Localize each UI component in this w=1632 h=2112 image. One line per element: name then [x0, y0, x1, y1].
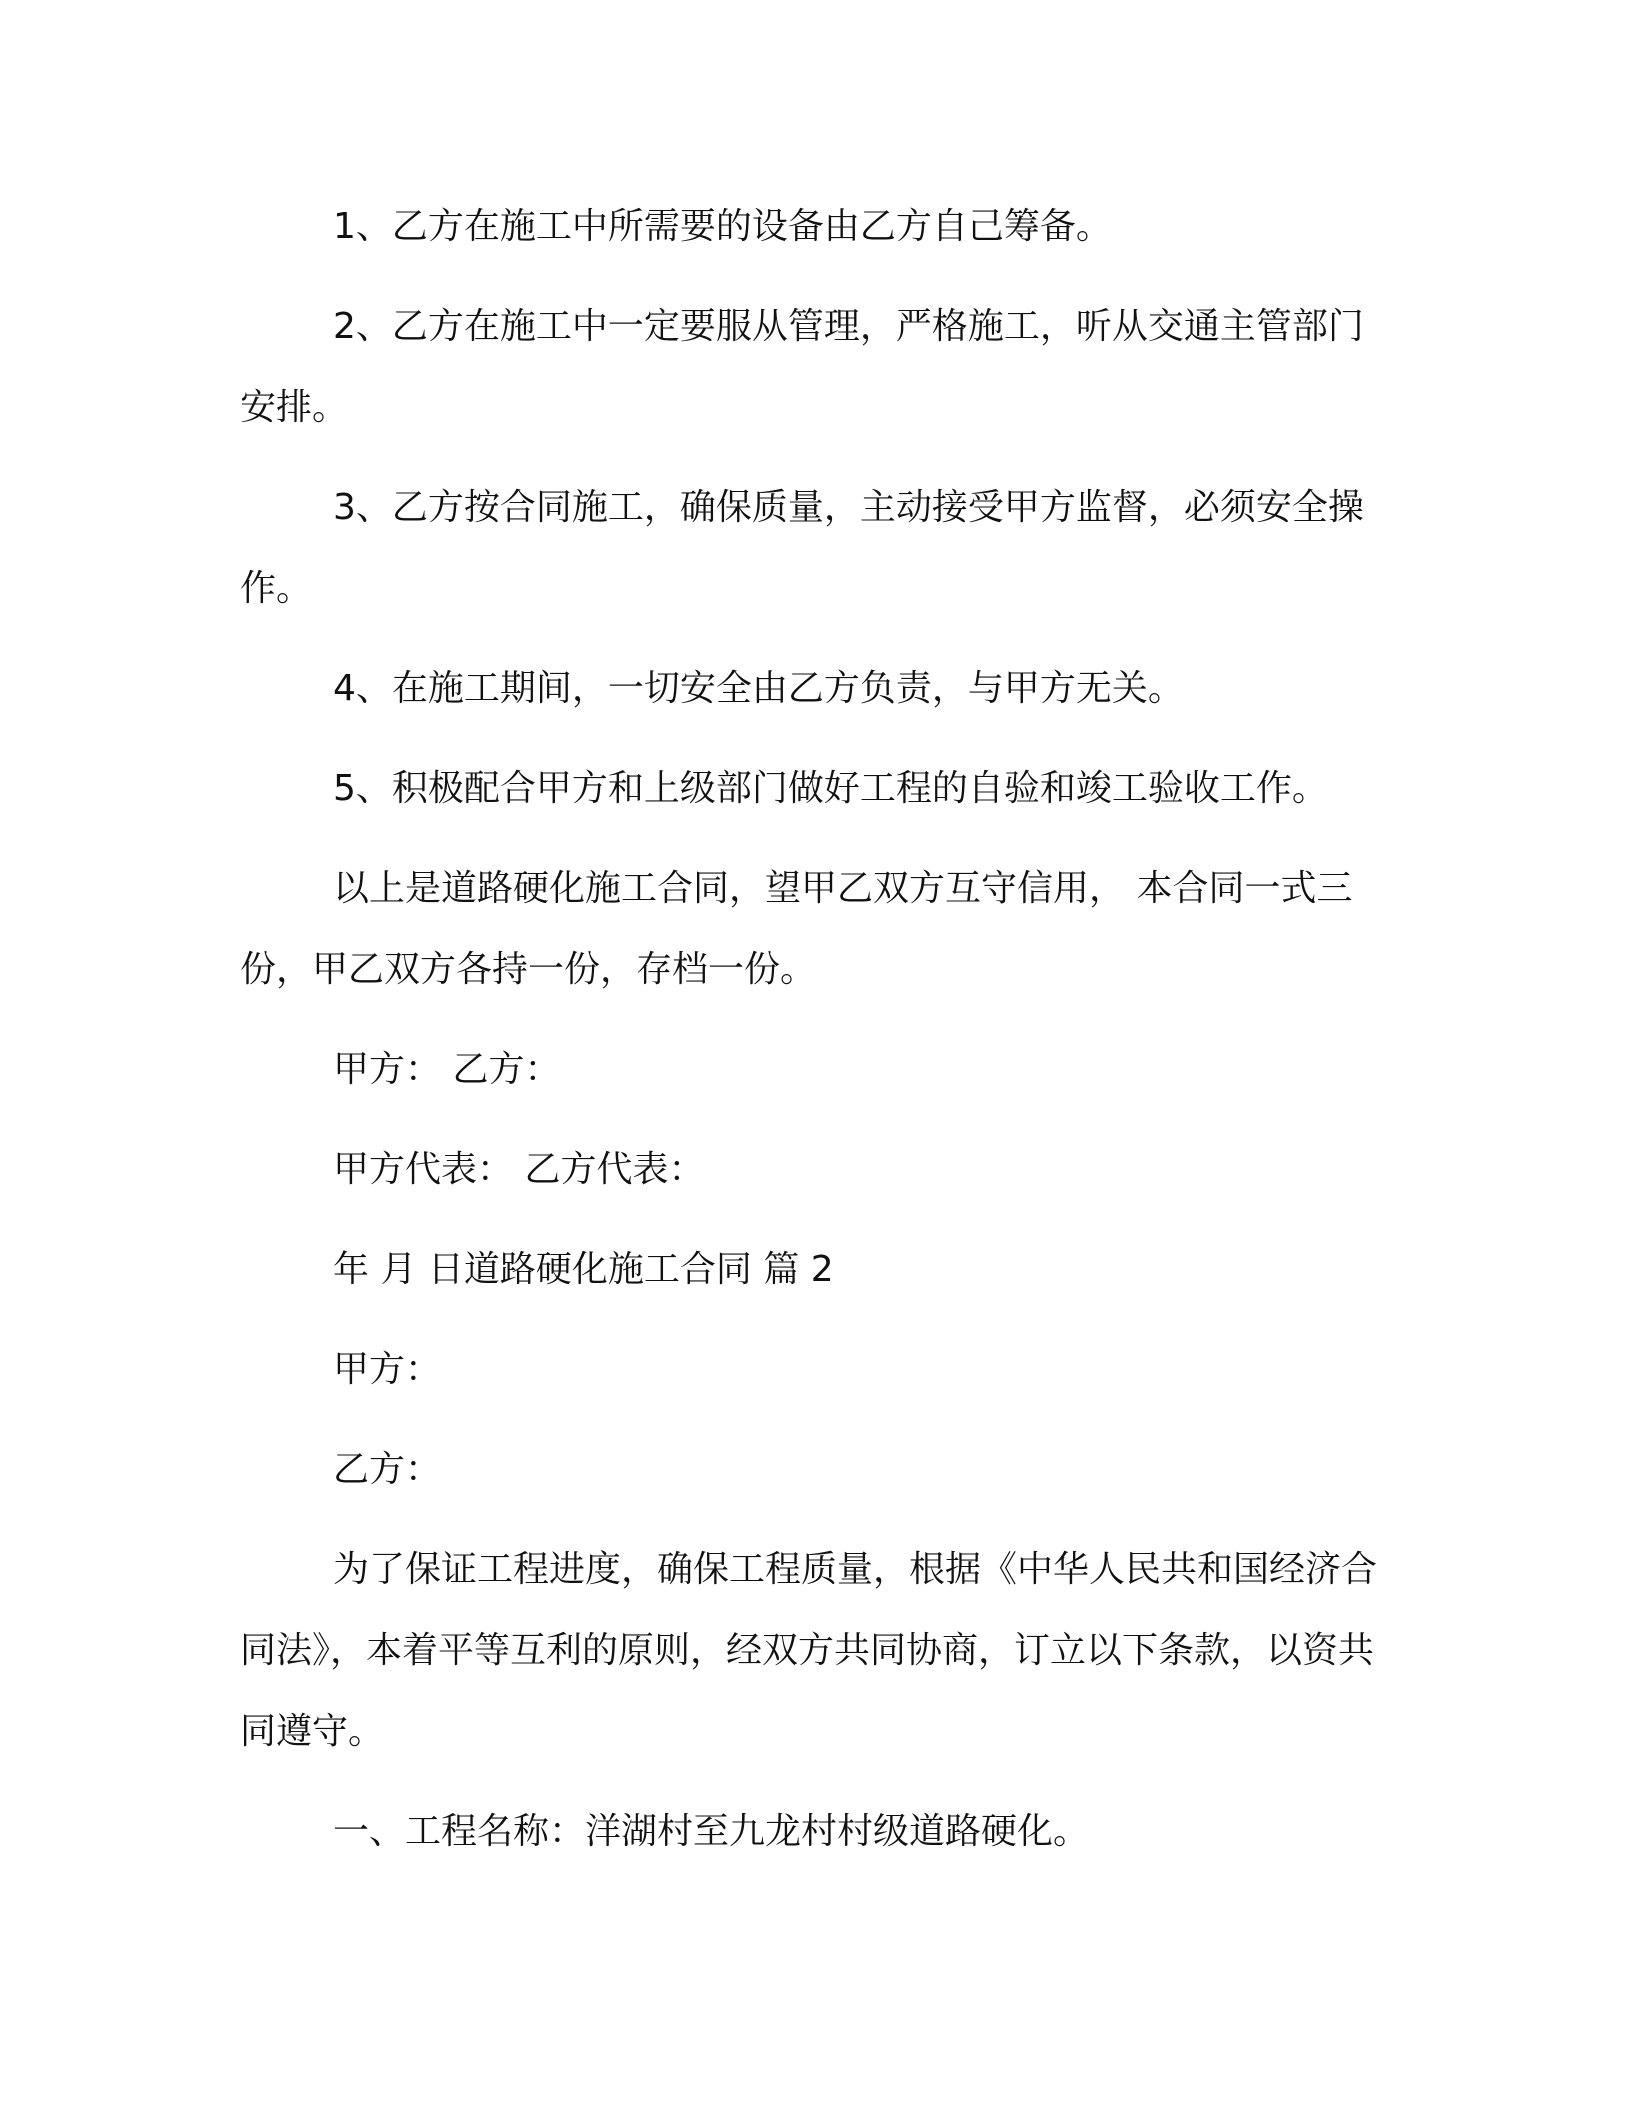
clause-2: 2、乙方在施工中一定要服从管理，严格施工，听从交通主管部门安排。: [240, 306, 1364, 428]
party-b-line: 乙方：: [333, 1449, 442, 1490]
party-signature-line: 甲方： 乙方：: [333, 1049, 561, 1090]
party-a-line: 甲方：: [333, 1349, 442, 1390]
date-and-section-title: 年 月 日道路硬化施工合同 篇 2: [333, 1249, 834, 1290]
clause-3: 3、乙方按合同施工，确保质量，主动接受甲方监督，必须安全操作。: [240, 487, 1364, 609]
document-body: [240, 186, 1390, 1872]
clause-5: 5、积极配合甲方和上级部门做好工程的自验和竣工验收工作。: [333, 768, 1328, 809]
clause-4: 4、在施工期间，一切安全由乙方负责，与甲方无关。: [333, 668, 1184, 709]
closing-paragraph: 以上是道路硬化施工合同，望甲乙双方互守信用， 本合同一式三份，甲乙双方各持一份，存档一份。: [240, 868, 1353, 990]
project-name-clause: 一、工程名称：洋湖村至九龙村村级道路硬化。: [333, 1811, 1090, 1852]
preamble-paragraph: 为了保证工程进度，确保工程质量，根据《中华人民共和国经济合同法》，本着平等互利的原则，经双方共同协商，订立以下条款，以资共同遵守。: [240, 1549, 1378, 1752]
clause-1: 1、乙方在施工中所需要的设备由乙方自己筹备。: [333, 206, 1112, 247]
representative-signature-line: 甲方代表： 乙方代表：: [333, 1149, 705, 1190]
